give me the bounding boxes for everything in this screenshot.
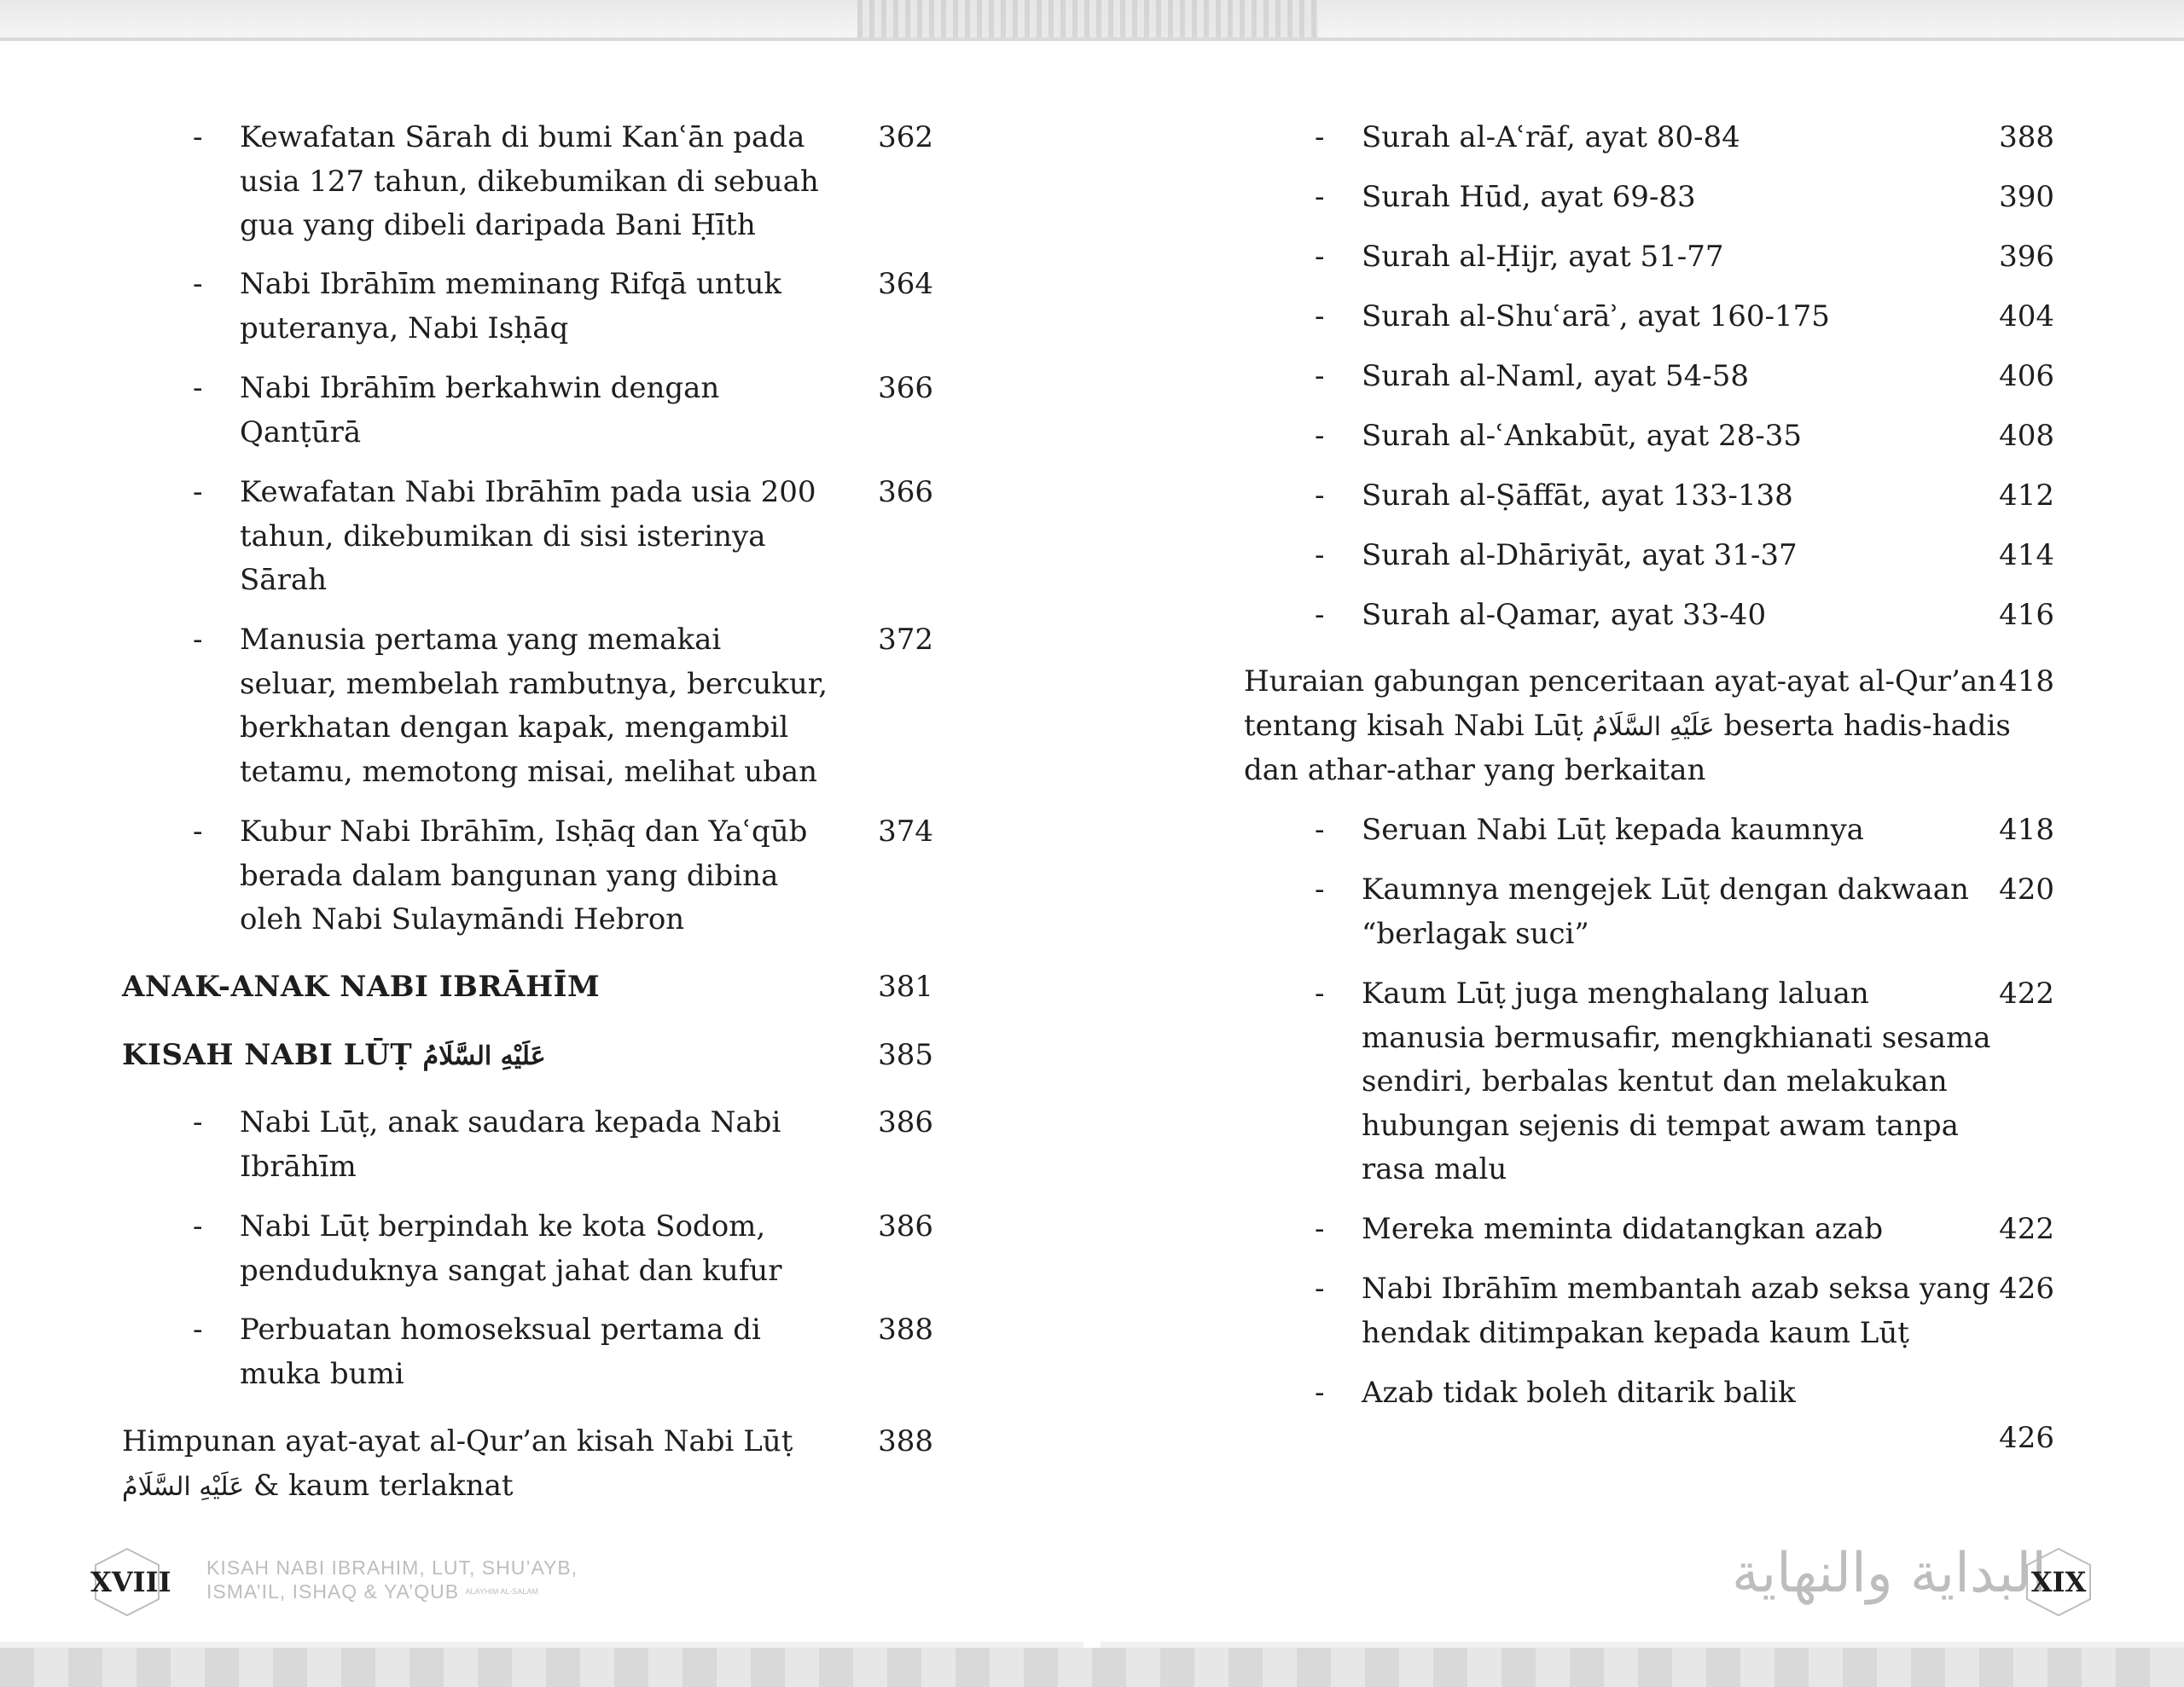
- toc-entry[interactable]: Surah al-Qamar, ayat 33-40: [1362, 598, 1767, 632]
- entry-dash: -: [193, 1209, 203, 1244]
- entry-dash: -: [193, 475, 203, 509]
- entry-line: dan athar-athar yang berkaitan: [1244, 753, 1706, 787]
- entry-dash: -: [1315, 813, 1325, 847]
- entry-dash: -: [193, 623, 203, 657]
- folio-badge-right: [2022, 1546, 2095, 1618]
- book-title-calligraphy: البداية والنهاية: [1732, 1542, 2048, 1605]
- page-number: 418: [1999, 813, 2054, 847]
- running-head-line: KISAH NABI IBRAHIM, LUT, SHU’AYB,: [206, 1557, 578, 1579]
- entry-line: Ibrāhīm: [240, 1149, 357, 1184]
- entry-line: Kaumnya mengejek Lūṭ dengan dakwaan: [1362, 872, 1969, 907]
- entry-line: oleh Nabi Sulaymāndi Hebron: [240, 902, 685, 936]
- page-number: 418: [1999, 664, 2054, 699]
- running-head: [206, 1556, 578, 1603]
- entry-line: berada dalam bangunan yang dibina: [240, 858, 779, 893]
- entry-line: [1244, 704, 2011, 750]
- page-number: 416: [1999, 598, 2054, 632]
- entry-dash: -: [193, 1105, 203, 1139]
- entry-line: tetamu, memotong misai, melihat uban: [240, 754, 818, 789]
- entry-dash: -: [1315, 872, 1325, 907]
- entry-line: Nabi Lūṭ, anak saudara kepada Nabi: [240, 1105, 781, 1139]
- entry-line-text: & kaum terlaknat: [253, 1468, 514, 1503]
- page-number: 364: [878, 267, 933, 301]
- page-number: 412: [1999, 478, 2054, 513]
- entry-dash: -: [193, 1313, 203, 1347]
- entry-line: tahun, dikebumikan di sisi isterinya: [240, 519, 766, 554]
- toc-entry[interactable]: [240, 263, 781, 351]
- toc-heading[interactable]: [122, 1034, 546, 1079]
- page-number: 426: [1999, 1421, 2054, 1455]
- folio-badge-left: [90, 1546, 171, 1618]
- entry-line: hubungan sejenis di tempat awam tanpa: [1362, 1108, 1959, 1143]
- toc-entry[interactable]: Azab tidak boleh ditarik balik: [1362, 1376, 1796, 1410]
- entry-line: Huraian gabungan penceritaan ayat-ayat al-Qur’an: [1244, 664, 1996, 699]
- page-number: 404: [1999, 299, 2054, 333]
- entry-dash: -: [1315, 180, 1325, 214]
- entry-line: usia 127 tahun, dikebumikan di sebuah: [240, 164, 819, 199]
- entry-line: Kaum Lūṭ juga menghalang laluan: [1362, 977, 1869, 1011]
- entry-line: penduduknya sangat jahat dan kufur: [240, 1253, 782, 1288]
- entry-line: gua yang dibeli daripada Bani Ḥīth: [240, 208, 756, 242]
- entry-line: sendiri, berbalas kentut dan melakukan: [1362, 1064, 1948, 1099]
- entry-dash: -: [1315, 120, 1325, 154]
- entry-line: Himpunan ayat-ayat al-Qur’an kisah Nabi Lūṭ: [122, 1424, 793, 1458]
- entry-line: Qanṭūrā: [240, 415, 362, 449]
- toc-heading[interactable]: [122, 965, 600, 1010]
- page-number: 388: [878, 1424, 933, 1458]
- entry-line: Sārah: [240, 563, 327, 597]
- toc-entry[interactable]: Mereka meminta didatangkan azab: [1362, 1212, 1884, 1246]
- entry-dash: -: [1315, 299, 1325, 333]
- page-number: 388: [1999, 120, 2054, 154]
- toc-entry[interactable]: Surah al-Shuʿarāʾ, ayat 160-175: [1362, 299, 1830, 333]
- folio-number: XVIII: [90, 1566, 171, 1598]
- entry-dash: -: [193, 120, 203, 154]
- entry-line: Nabi Ibrāhīm meminang Rifqā untuk: [240, 267, 781, 301]
- entry-line: Kewafatan Nabi Ibrāhīm pada usia 200: [240, 475, 816, 509]
- entry-dash: -: [1315, 1212, 1325, 1246]
- entry-dash: -: [1315, 359, 1325, 393]
- top-ornament-band: [0, 0, 2184, 38]
- entry-line: Nabi Ibrāhīm berkahwin dengan: [240, 371, 720, 405]
- top-divider: [0, 38, 2184, 41]
- toc-entry[interactable]: [1362, 868, 1969, 956]
- heading-text: KISAH NABI LŪṬ: [122, 1038, 413, 1072]
- toc-entry[interactable]: [240, 1205, 781, 1293]
- entry-line: manusia bermusafir, mengkhianati sesama: [1362, 1020, 1991, 1055]
- page-number: 366: [878, 475, 933, 509]
- toc-main-entry[interactable]: [122, 1420, 793, 1509]
- page-number: 372: [878, 623, 933, 657]
- page-number: 386: [878, 1209, 933, 1244]
- entry-line: berkhatan dengan kapak, mengambil: [240, 710, 789, 745]
- entry-dash: -: [1315, 977, 1325, 1011]
- arabic-honorific: عَلَيْهِ السَّلَامُ: [422, 1041, 546, 1071]
- page-number: 420: [1999, 872, 2054, 907]
- toc-entry[interactable]: [240, 1101, 781, 1189]
- page-edge-left: [0, 1642, 1083, 1648]
- page-number: 381: [878, 970, 933, 1004]
- entry-dash: -: [1315, 240, 1325, 274]
- bottom-ornament-band: [0, 1648, 2184, 1687]
- entry-line: Nabi Ibrāhīm membantah azab seksa yang: [1362, 1272, 1991, 1306]
- page-number: 396: [1999, 240, 2054, 274]
- entry-line: rasa malu: [1362, 1152, 1507, 1186]
- entry-line: puteranya, Nabi Isḥāq: [240, 310, 569, 345]
- entry-line: muka bumi: [240, 1356, 404, 1391]
- toc-entry[interactable]: [240, 618, 828, 794]
- toc-entry[interactable]: Surah al-Aʿrāf, ayat 80-84: [1362, 120, 1740, 154]
- entry-dash: -: [1315, 478, 1325, 513]
- heading-text: ANAK-ANAK NABI IBRĀHĪM: [122, 970, 601, 1004]
- toc-entry[interactable]: Surah al-ʿAnkabūt, ayat 28-35: [1362, 419, 1802, 453]
- page-number: 414: [1999, 538, 2054, 572]
- running-head-suffix: ALAYHIM AL-SALAM: [465, 1587, 538, 1596]
- arabic-honorific: عَلَيْهِ السَّلَامُ: [122, 1471, 245, 1502]
- toc-entry[interactable]: Surah al-Ḥijr, ayat 51-77: [1362, 240, 1724, 274]
- toc-entry[interactable]: Surah al-Dhāriyāt, ayat 31-37: [1362, 538, 1798, 572]
- page-number: 386: [878, 1105, 933, 1139]
- toc-entry[interactable]: Seruan Nabi Lūṭ kepada kaumnya: [1362, 813, 1864, 847]
- toc-entry[interactable]: [240, 471, 816, 603]
- entry-dash: -: [193, 815, 203, 849]
- toc-entry[interactable]: [240, 367, 719, 455]
- page-number: 390: [1999, 180, 2054, 214]
- entry-dash: -: [1315, 419, 1325, 453]
- page-number: 426: [1999, 1272, 2054, 1306]
- entry-line-text: tentang kisah Nabi Lūṭ: [1244, 708, 1583, 743]
- entry-line: Kubur Nabi Ibrāhīm, Isḥāq dan Yaʿqūb: [240, 815, 808, 849]
- arabic-honorific: عَلَيْهِ السَّلَامُ: [1592, 711, 1715, 742]
- toc-entry[interactable]: Surah Hūd, ayat 69-83: [1362, 180, 1696, 214]
- page-number: 406: [1999, 359, 2054, 393]
- entry-dash: -: [1315, 598, 1325, 632]
- toc-entry[interactable]: [1362, 972, 1991, 1192]
- page-number: 422: [1999, 1212, 2054, 1246]
- entry-dash: -: [1315, 1272, 1325, 1306]
- toc-entry[interactable]: [240, 810, 807, 942]
- toc-entry[interactable]: Surah al-Ṣāffāt, ayat 133-138: [1362, 478, 1793, 513]
- entry-line: Kewafatan Sārah di bumi Kanʿān pada: [240, 120, 805, 154]
- entry-line: seluar, membelah rambutnya, bercukur,: [240, 666, 828, 701]
- entry-dash: -: [193, 267, 203, 301]
- running-head-line: ISMA’IL, ISHAQ & YA’QUB: [206, 1580, 460, 1603]
- folio-number: XIX: [2030, 1566, 2087, 1598]
- page-edge-right: [1101, 1642, 2184, 1648]
- toc-entry[interactable]: [240, 116, 819, 248]
- page-number: 366: [878, 371, 933, 405]
- entry-line: Nabi Lūṭ berpindah ke kota Sodom,: [240, 1209, 766, 1244]
- entry-dash: -: [1315, 538, 1325, 572]
- entry-line-text: beserta hadis-hadis: [1723, 708, 2011, 743]
- entry-line: [122, 1464, 793, 1510]
- entry-line: Manusia pertama yang memakai: [240, 623, 722, 657]
- page-number: 422: [1999, 977, 2054, 1011]
- entry-dash: -: [1315, 1376, 1325, 1410]
- page-number: 374: [878, 815, 933, 849]
- toc-entry[interactable]: [240, 1308, 761, 1396]
- page-number: 362: [878, 120, 933, 154]
- page-number: 408: [1999, 419, 2054, 453]
- toc-main-entry[interactable]: [1244, 660, 2011, 793]
- page-number: 385: [878, 1038, 933, 1072]
- entry-dash: -: [193, 371, 203, 405]
- entry-line: “berlagak suci”: [1362, 916, 1589, 951]
- top-ornament-pattern: [857, 0, 1318, 38]
- entry-line: hendak ditimpakan kepada kaum Lūṭ: [1362, 1315, 1909, 1350]
- toc-entry[interactable]: Surah al-Naml, ayat 54-58: [1362, 359, 1750, 393]
- entry-line: Perbuatan homoseksual pertama di: [240, 1313, 761, 1347]
- page-number: 388: [878, 1313, 933, 1347]
- toc-entry[interactable]: [1362, 1267, 1990, 1355]
